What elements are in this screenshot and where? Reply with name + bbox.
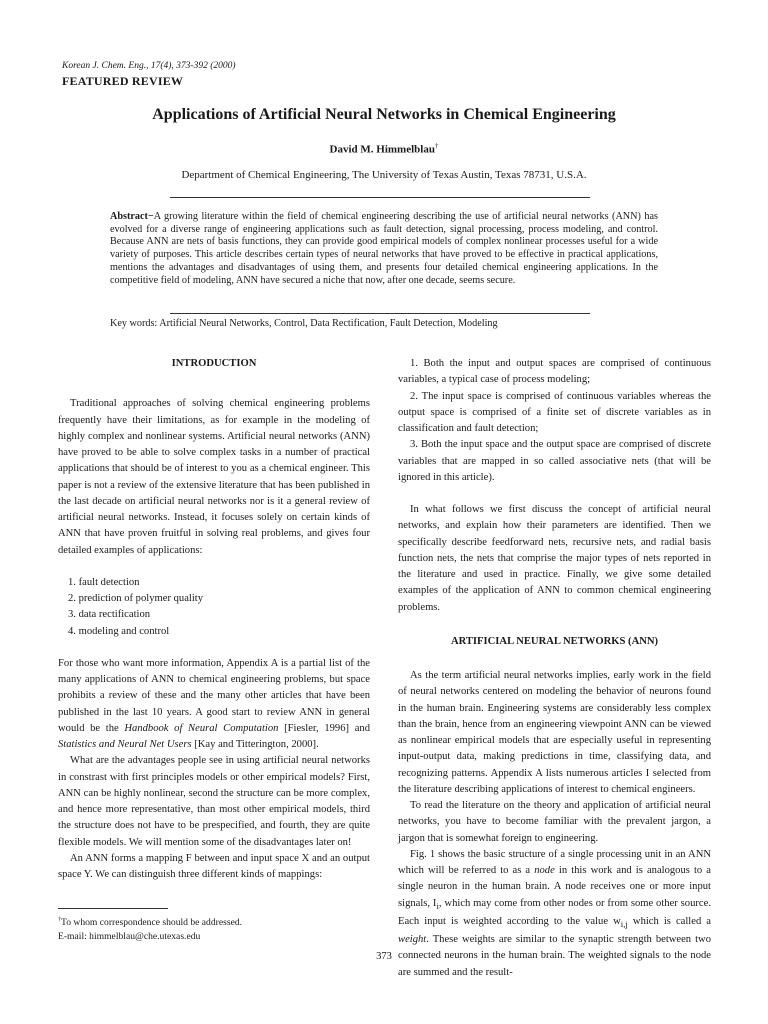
abstract [110, 211, 658, 287]
book-title-statistics: Statistics and Neural Net Users [58, 739, 192, 750]
section-label: FEATURED REVIEW [62, 74, 184, 88]
author-line [0, 142, 768, 156]
overview-paragraph: In what follows we first discuss the concept of artificial neural networks, and explain how their parameters are identified. Then we specifically describe feedforward nets, recursive nets, and radial basis function nets, the nets that comprise the major types of nets reported in the literature and used in practice. Finally, we give some detailed examples of the application of ANN to common chemical engineering problems. [398, 504, 711, 613]
intro-paragraph-1: Traditional approaches of solving chemical engineering problems frequently have their limitations, as for example in the modeling of highly complex and nonlinear systems. Artificial neural networks (ANN) have proved to be able to solve complex tasks in a number of practical applications that should be of interest to you as a chemical engineer. This paper is not a review of the extensive literature that has been published in the last decade on artificial neural networks nor is it a general review of artificial neural networks. Instead, it focuses solely on certain kinds of ANN that have proven fruitful in solving real problems, and gives four detailed examples of applications: [58, 398, 370, 556]
subscript-i: i [436, 900, 439, 911]
footnote-rule [58, 908, 168, 909]
list-item: 4. modeling and control [68, 625, 170, 637]
left-column [58, 356, 370, 883]
page-number: 373 [376, 951, 392, 962]
applications-list [58, 575, 370, 640]
paper-title: Applications of Artificial Neural Networks in Chemical Engineering [152, 106, 616, 123]
intro-paragraph-4: An ANN forms a mapping F between and input space X and an output space Y. We can distinguish three different kinds of mappings: [58, 852, 370, 880]
mapping-kinds-list [398, 356, 711, 486]
abstract-bottom-rule [170, 313, 590, 314]
abstract-lead: Abstract [110, 211, 148, 222]
abstract-top-rule [170, 197, 590, 198]
mapping-kind-2: 2. The input space is comprised of continuous variables whereas the output space is comprised of a finite set of discrete variables as in classification and fault detection; [398, 390, 711, 434]
term-weight: weight [398, 934, 427, 946]
keywords: Key words: Artificial Neural Networks, Control, Data Rectification, Fault Detection, Modeling [110, 318, 498, 329]
list-item: 3. data rectification [68, 609, 151, 621]
ann-paragraph-2: To read the literature on the theory and application of artificial neural networks, you have to become familiar with the prevalent jargon, a jargon that is somewhat foreign to engineering. [398, 800, 711, 844]
introduction-heading: INTRODUCTION [171, 358, 257, 369]
book-title-handbook: Handbook of Neural Computation [124, 722, 279, 734]
author-mark: † [434, 142, 439, 150]
footnote-mark: † [58, 917, 61, 923]
right-column [398, 356, 711, 981]
ann-paragraph-1: As the term artificial neural networks implies, early work in the field of neural networks centered on modeling the behavior of neurons found in the human brain. Engineering systems are considerably less complex than the brain, hence from an engineering viewpoint ANN can be viewed as nonlinear empirical models that are especially useful in representing input-output data, making predictions in time, classifying data, and recognizing patterns. Appendix A lists numerous articles I selected from the literature describing applications of interest to chemical engineers. [398, 670, 711, 795]
mapping-kind-1: 1. Both the input and output spaces are comprised of continuous variables, a typical case of process modeling; [398, 358, 711, 386]
footnote [58, 914, 368, 943]
abstract-text: A growing literature within the field of chemical engineering describing the use of artificial neural networks (ANN) has evolved for a diverse range of engineering applications such as fault detection, signal processing, process modeling, and control. Because ANN are nets of basis functions, they can provide good empirical models of complex nonlinear processes useful for a wide variety of purposes. This article describes certain types of neural networks that have proved to be effective in practical applications, mentions the advantages and disadvantages of using them, and presents four detailed chemical engineering applications. In the competitive field of modeling, ANN have secured a niche that now, after one decade, seems secure. [110, 211, 658, 286]
author-name: David M. Himmelblau [329, 143, 435, 156]
journal-citation: Korean J. Chem. Eng., 17(4), 373-392 (2000) [62, 61, 236, 71]
abstract-dash: − [147, 211, 154, 222]
subscript-ij: i,j [620, 918, 628, 929]
footnote-email: E-mail: himmelblau@che.utexas.edu [58, 930, 201, 942]
term-node: node [534, 865, 555, 876]
ann-paragraph-3: Fig. 1 shows the basic structure of a single processing unit in an ANN which will be referred to as a node in this work and is analogous to a single neuron in the human brain. A node receives one or more input signals, $I_i$, which may come from other nodes or from some other source. Each input is weighted according to the value $w_{i,j}$ which is called a weight. These weights are similar to the synaptic strength between two connected neurons in the human brain. The weighted signals to the node are summed and the result- [398, 848, 711, 978]
footnote-correspondence: To whom correspondence should be addressed. [61, 917, 243, 929]
intro-paragraph-2: For those who want more information, Appendix A is a partial list of the many applications of ANN to chemical engineering problems, but space prohibits a review of these and the many other articles that have been published in the last 10 years. A good start to review ANN in general would be the Handbook of Neural Computation [Fiesler, 1996] and Statistics and Neural Net Users [Kay and Titterington, 2000]. [58, 657, 370, 750]
list-item: 1. fault detection [68, 576, 140, 588]
mapping-kind-3: 3. Both the input space and the output space are comprised of discrete variables that are mapped in so called associative nets (that will be ignored in this article). [398, 439, 711, 483]
list-item: 2. prediction of polymer quality [68, 593, 204, 604]
affiliation: Department of Chemical Engineering, The University of Texas Austin, Texas 78731, U.S.A. [181, 169, 587, 181]
intro-paragraph-3: What are the advantages people see in using artificial neural networks in constrast with first principles models or other empirical models? First, ANN can be highly nonlinear, second the structure can be more complex, and hence more representative, than most other empirical models, third the structure does not have to be prespecified, and fourth, they are quite flexible models. We will mention some of the disadvantages later on! [58, 755, 370, 848]
ann-section-heading: ARTIFICIAL NEURAL NETWORKS (ANN) [450, 635, 659, 647]
